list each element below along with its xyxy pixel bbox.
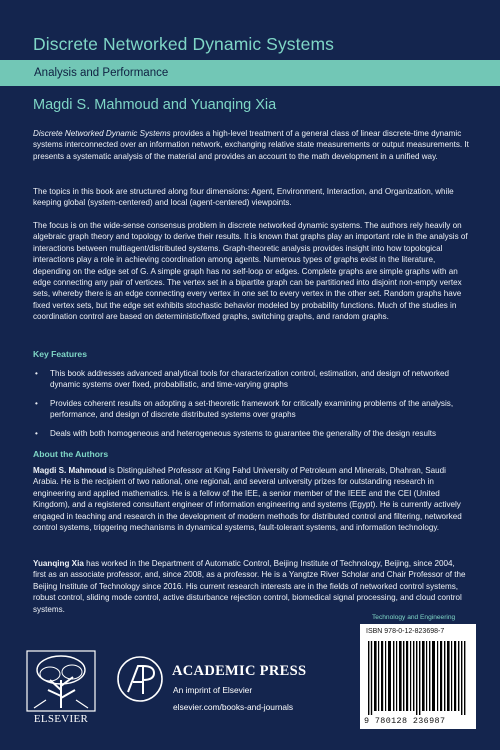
key-features-heading: Key Features [33, 349, 87, 359]
author2-bio [33, 558, 469, 615]
description-paragraph-3: The focus is on the wide-sense consensus problem in discrete networked dynamic systems. The authors rely heavily on algebraic graph theory and topology to derive their results. It is known that graphs play an important role in the analysis of interactions between multiagent/distributed systems. Graph-theoretic analysis provides insight into how topological interactions play a role in achieving coordination among agents. Numerous types of graphs exist in the literature, depending on the edge set of G. A simple graph has no self-loop or edges. Complete graphs are simple graphs with an edge connecting any pair of vertices. The vertex set in a bipartite graph can be partitioned into disjoint non-empty vertex sets, whereby there is an edge connecting every vertex in one set to every vertex in the other set. Random graphs have fixed vertex sets, but the edge set exhibits stochastic behavior modeled by probability functions. Much of the studies in coordination control are based on deterministic/fixed graphs, switching graphs, and random graphs. [33, 221, 468, 322]
feature-text: This book addresses advanced analytical tools for characterization control, estimation, and design of networked dynamic systems over fixed, probabilistic, and time-varying graphs [50, 369, 450, 390]
publisher-url: elsevier.com/books-and-journals [173, 702, 294, 712]
author1-bio [33, 465, 469, 533]
isbn-barcode-box [360, 624, 476, 729]
title-band [0, 0, 500, 58]
author1-name: Magdi S. Mahmoud [33, 466, 107, 475]
bullet-icon: • [35, 369, 38, 378]
subtitle-band [0, 60, 500, 86]
elsevier-tree-logo-icon [26, 650, 96, 712]
isbn-label: ISBN 978-0-12-823698-7 [366, 628, 445, 635]
description-title-italic: Discrete Networked Dynamic Systems [33, 129, 171, 138]
feature-item [33, 428, 469, 439]
description-paragraph-2: The topics in this book are structured along four dimensions: Agent, Environment, Interaction, and Organization, while keeping global (system-centered) and local (agent-centered) viewpoints. [33, 187, 454, 208]
academic-press-logo-icon [116, 654, 164, 704]
bullet-icon: • [35, 399, 38, 408]
description-paragraph-1 [33, 128, 469, 162]
elsevier-wordmark: ELSEVIER [33, 713, 89, 725]
book-subtitle: Analysis and Performance [34, 67, 169, 79]
subject-category: Technology and Engineering [372, 614, 456, 621]
author1-bio-text: is Distinguished Professor at King Fahd University of Petroleum and Minerals, Dhahran, Saudi Arabia. He is the recipient of two national, one regional, and several university prizes for outstanding research in engineering and applied mathematics. He is a fellow of the IEE, a senior member of the IEEE and the CEI (United Kingdom), and a registered consultant engineer of information engineering and systems (Egypt). He is currently actively engaged in teaching and research in the development of modern methods for distributed control and filtering, networked control systems, triggering mechanisms in dynamical systems, fault-tolerant systems, and information technology. [33, 466, 462, 533]
author2-bio-text: has worked in the Department of Automatic Control, Beijing Institute of Technology, Beijing, since 2004, first as an associate professor, and, since 2008, as a professor. He is a Yangtze River Scholar and Chair Professor of the Beijing Institute of Technology since 2016. His current research interests are in the fields of networked control systems, robust control, sliding mode control, active disturbance rejection control, biomedical signal processing, and cloud control systems. [33, 559, 466, 614]
barcode-number: 9 780128 236987 [364, 716, 446, 726]
barcode-icon [368, 641, 468, 715]
feature-item [33, 398, 469, 421]
book-title: Discrete Networked Dynamic Systems [33, 34, 334, 54]
description-text-1: provides a high-level treatment of a general class of linear discrete-time dynamic systems interconnected over an information network, exchanging relative state measurements or output measurements. It presents a systematic analysis of the material and provides an account to the math development in a unified way. [33, 129, 469, 161]
author2-name: Yuanqing Xia [33, 559, 84, 568]
feature-text: Provides coherent results on adopting a set-theoretic framework for critically examining problems of the analysis, performance, and design of discrete distributed systems over graphs [50, 399, 454, 420]
feature-item [33, 368, 469, 391]
imprint-line: An imprint of Elsevier [173, 685, 253, 695]
bullet-icon: • [35, 429, 38, 438]
about-authors-heading: About the Authors [33, 449, 109, 459]
feature-text: Deals with both homogeneous and heterogeneous systems to guarantee the generality of the design results [50, 429, 437, 438]
authors-line: Magdi S. Mahmoud and Yuanqing Xia [33, 97, 277, 113]
imprint-name: ACADEMIC PRESS [172, 663, 307, 679]
